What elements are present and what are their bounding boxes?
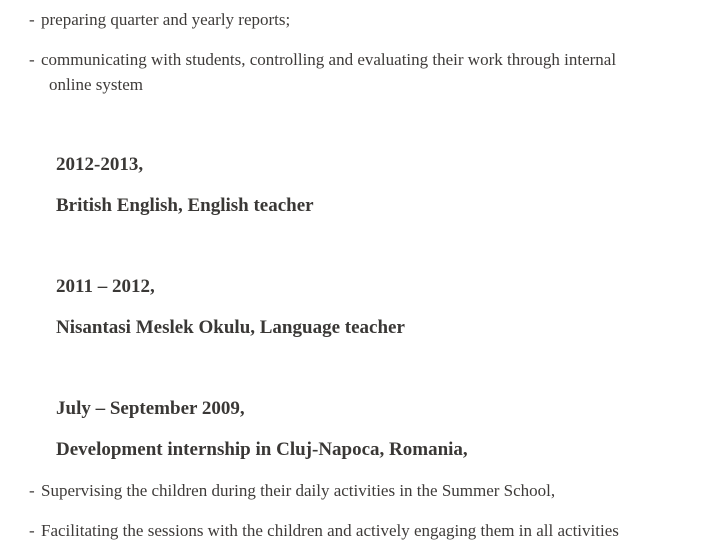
experience-period: July – September 2009, [56,398,245,419]
bullet-item [0,478,687,503]
blank-space [0,234,687,274]
bullet-item [0,7,687,32]
experience-role: British English, English teacher [56,195,314,216]
bullet-text-line: communicating with students, controlling and evaluating their work through internal [41,50,617,69]
bullet-item [0,518,687,543]
blank-space [0,112,687,152]
bullet-marker: - [29,50,35,69]
experience-role: Nisantasi Meslek Okulu, Language teacher [56,317,405,338]
experience-period: 2011 – 2012, [56,276,155,297]
bullet-text [41,47,687,97]
bullet-text-line: online system [49,75,143,94]
bullet-item [0,47,687,97]
bullet-marker: - [29,481,35,500]
bullet-marker: - [29,521,35,540]
bullet-text: Facilitating the sessions with the children and actively engaging them in all activities [41,521,619,540]
bullet-text: Supervising the children during their daily activities in the Summer School, [41,481,556,500]
experience-period: 2012-2013, [56,154,144,175]
experience-role: Development internship in Cluj-Napoca, Romania, [56,439,468,460]
bullet-marker: - [29,10,35,29]
blank-space [0,356,687,396]
bullet-text: preparing quarter and yearly reports; [41,10,291,29]
